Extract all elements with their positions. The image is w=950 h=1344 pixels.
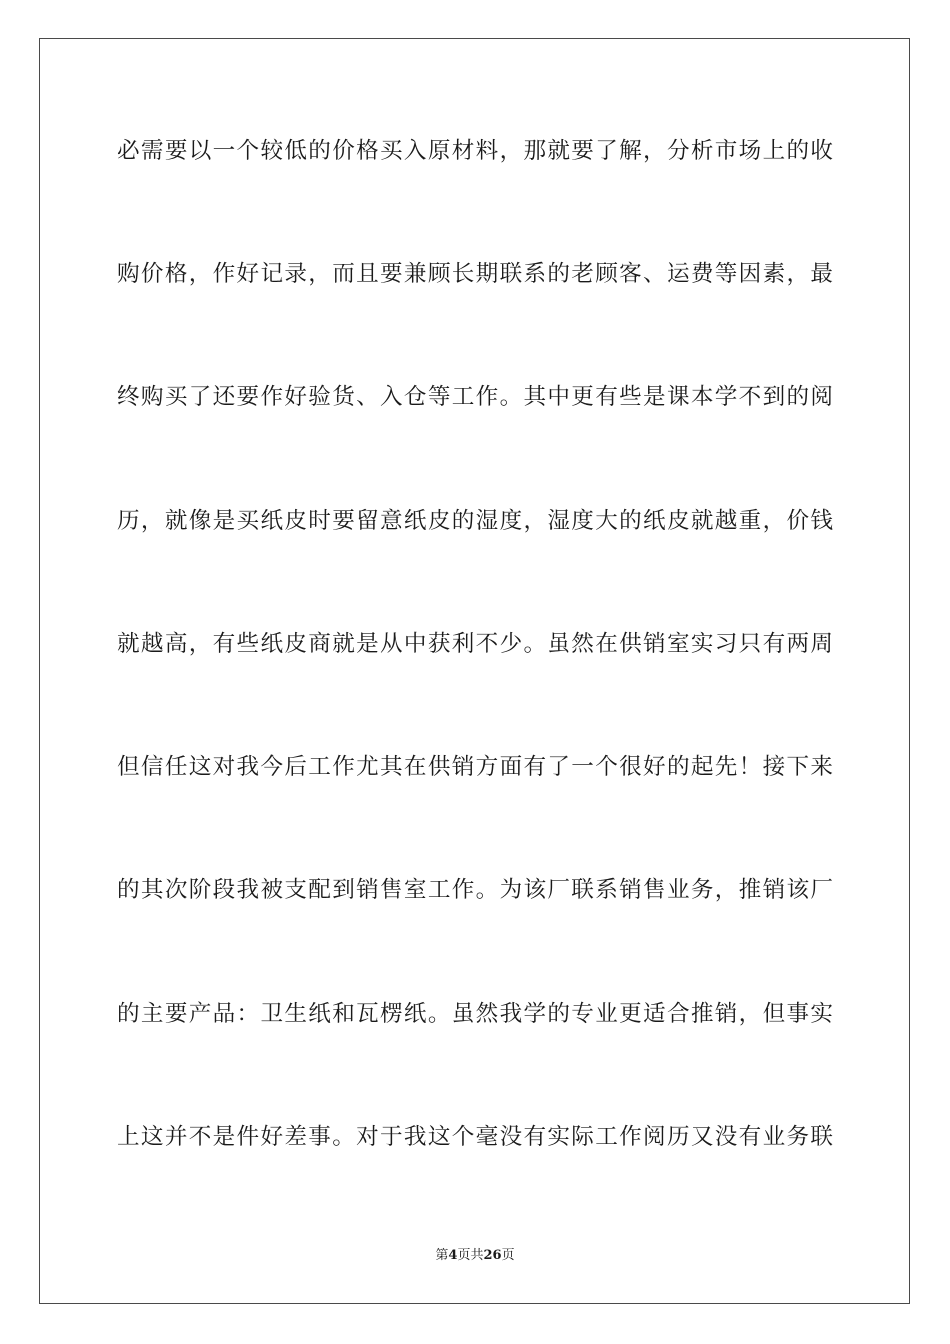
page-number-footer bbox=[0, 1247, 950, 1265]
text-line: 的主要产品：卫生纸和瓦楞纸。虽然我学的专业更适合推销，但事实 bbox=[117, 1001, 833, 1027]
text-line: 历，就像是买纸皮时要留意纸皮的湿度，湿度大的纸皮就越重，价钱 bbox=[117, 508, 833, 534]
footer-suffix: 页 bbox=[501, 1248, 515, 1263]
total-page-count: 26 bbox=[483, 1248, 502, 1263]
text-line: 购价格，作好记录，而且要兼顾长期联系的老顾客、运费等因素，最 bbox=[117, 261, 833, 287]
text-line: 的其次阶段我被支配到销售室工作。为该厂联系销售业务，推销该厂 bbox=[117, 877, 833, 903]
text-line: 终购买了还要作好验货、入仓等工作。其中更有些是课本学不到的阅 bbox=[117, 384, 833, 410]
footer-prefix: 第 bbox=[435, 1248, 449, 1263]
current-page-number: 4 bbox=[448, 1248, 458, 1263]
text-line: 上这并不是件好差事。对于我这个毫没有实际工作阅历又没有业务联 bbox=[117, 1124, 833, 1150]
page-border bbox=[39, 38, 910, 1304]
footer-middle: 页共 bbox=[457, 1248, 484, 1263]
text-line: 必需要以一个较低的价格买入原材料，那就要了解，分析市场上的收 bbox=[117, 138, 833, 164]
text-line: 但信任这对我今后工作尤其在供销方面有了一个很好的起先！接下来 bbox=[117, 754, 833, 780]
text-line: 就越高，有些纸皮商就是从中获利不少。虽然在供销室实习只有两周 bbox=[117, 631, 833, 657]
